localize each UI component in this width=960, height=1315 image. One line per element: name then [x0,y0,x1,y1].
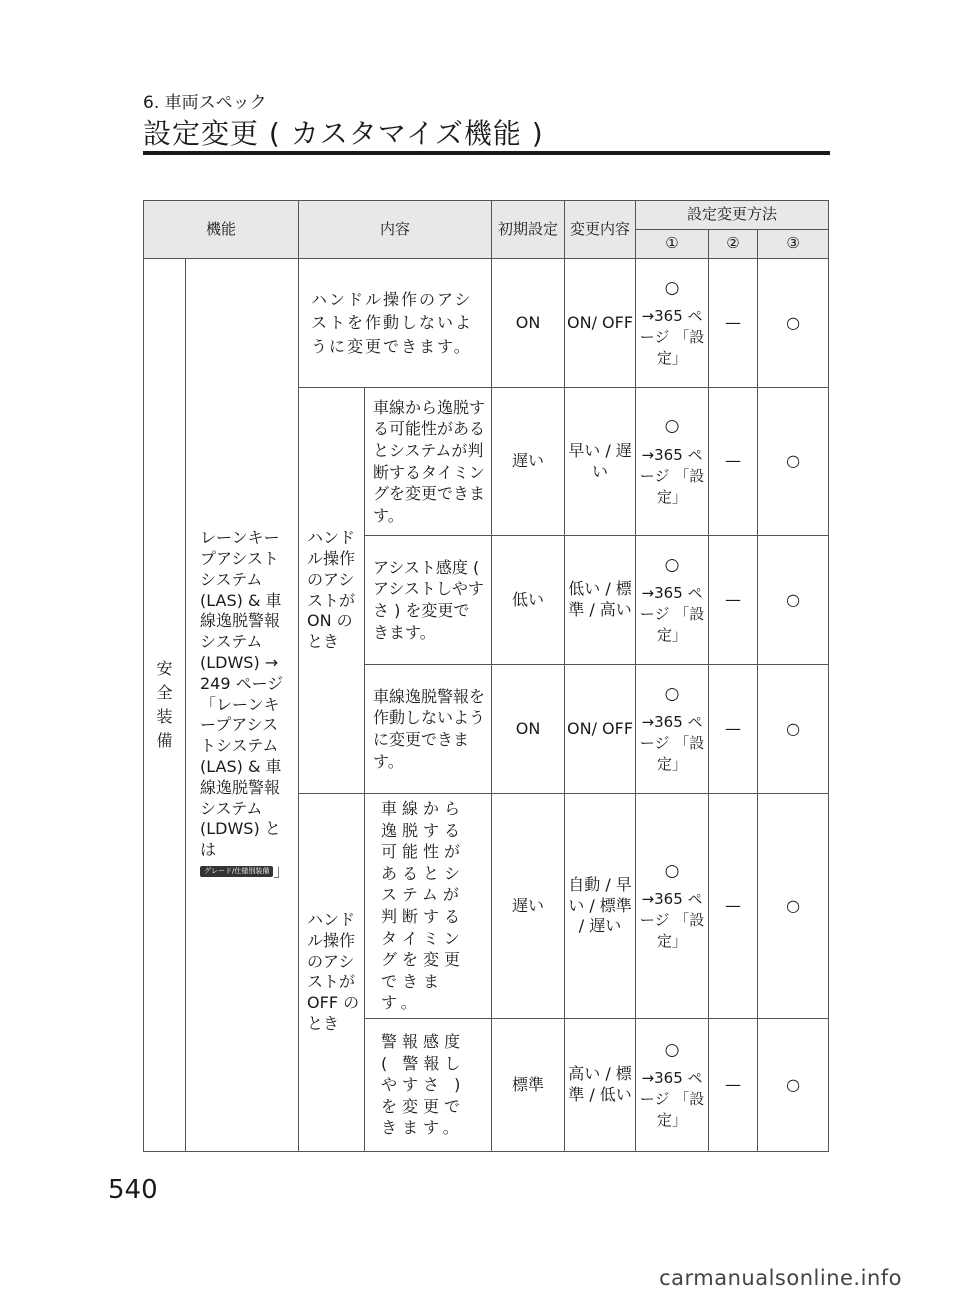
row-default: 遅い [492,388,565,536]
system-close-bracket: 」 [273,860,290,880]
condition-off-cell: ハンドル操作のアシストが OFF のとき [299,794,365,1152]
row-desc: アシスト感度 ( アシストしやすさ ) を変更できます。 [365,536,492,665]
header-options: 変更内容 [565,201,636,259]
page-reference-link[interactable]: →365 ページ 「設定」 [639,1069,705,1130]
page-title: 設定変更 ( カスタマイズ機能 ) [143,117,544,150]
method-1-mark: ○ [664,277,680,298]
system-cell [186,259,299,1152]
row-method-3: ○ [758,794,829,1019]
header-method-1: ① [636,230,709,259]
row-options: 早い / 遅い [565,388,636,536]
row-desc: ハンドル操作のアシストを作動しないように変更できます。 [299,259,492,388]
row-method-1 [636,259,709,388]
row-default: ON [492,665,565,794]
row-method-2: — [709,388,758,536]
row-method-1 [636,794,709,1019]
row-options: ON/ OFF [565,665,636,794]
section-label: 6. 車両スペック [143,93,267,113]
row-method-1 [636,1018,709,1151]
row-method-1 [636,388,709,536]
row-default: ON [492,259,565,388]
row-method-2: — [709,536,758,665]
row-options: ON/ OFF [565,259,636,388]
header-content: 内容 [299,201,492,259]
row-method-3: ○ [758,665,829,794]
row-method-3: ○ [758,388,829,536]
header-method: 設定変更方法 [636,201,829,230]
row-method-3: ○ [758,259,829,388]
category-cell [144,259,186,1152]
row-desc: 車線逸脱警報を作動しないように変更できます。 [365,665,492,794]
row-method-2: — [709,665,758,794]
method-1-mark: ○ [664,860,680,881]
row-default: 標準 [492,1018,565,1151]
row-options: 高い / 標準 / 低い [565,1018,636,1151]
row-method-3: ○ [758,1018,829,1151]
row-method-2: — [709,794,758,1019]
method-1-mark: ○ [664,554,680,575]
page-reference-link[interactable]: →365 ページ 「設定」 [639,713,705,774]
page-reference-link[interactable]: →365 ページ 「設定」 [639,890,705,951]
method-1-mark: ○ [664,416,680,437]
grade-badge: グレード/仕様別装備 [200,866,273,877]
row-method-3: ○ [758,536,829,665]
row-method-1 [636,665,709,794]
row-desc: 車線から逸脱する可能性があるとシステムが判断するタイミングを変更できます。 [365,388,492,536]
system-description: レーンキープアシストシステム (LAS) & 車線逸脱警報システム (LDWS) → 249 ページ 「レーンキープアシストシステム (LAS) & 車線逸脱警報システム (LDWS) とは [200,528,284,860]
condition-on-cell: ハンドル操作のアシストが ON のとき [299,388,365,794]
row-default: 遅い [492,794,565,1019]
customization-table [143,200,829,1152]
header-method-2: ② [709,230,758,259]
watermark: carmanualsonline.info [659,1266,902,1290]
page-number: 540 [108,1175,158,1205]
page-reference-link[interactable]: →365 ページ 「設定」 [639,445,705,506]
page-reference-link[interactable]: →365 ページ 「設定」 [639,307,705,368]
header-method-3: ③ [758,230,829,259]
title-rule [143,151,830,155]
row-method-2: — [709,259,758,388]
category-label: 安全装備 [156,658,173,750]
method-1-mark: ○ [664,683,680,704]
header-function: 機能 [144,201,299,259]
row-desc: 車線から逸脱する可能性があるとシステムが判断するタイミングを変更できます。 [365,794,492,1019]
page-reference-link[interactable]: →365 ページ 「設定」 [639,584,705,645]
method-1-mark: ○ [664,1039,680,1060]
row-method-1 [636,536,709,665]
row-options: 低い / 標準 / 高い [565,536,636,665]
row-options: 自動 / 早い / 標準 / 遅い [565,794,636,1019]
row-default: 低い [492,536,565,665]
row-desc: 警報感度 ( 警報しやすさ ) を変更できます。 [365,1018,492,1151]
row-method-2: — [709,1018,758,1151]
header-default: 初期設定 [492,201,565,259]
